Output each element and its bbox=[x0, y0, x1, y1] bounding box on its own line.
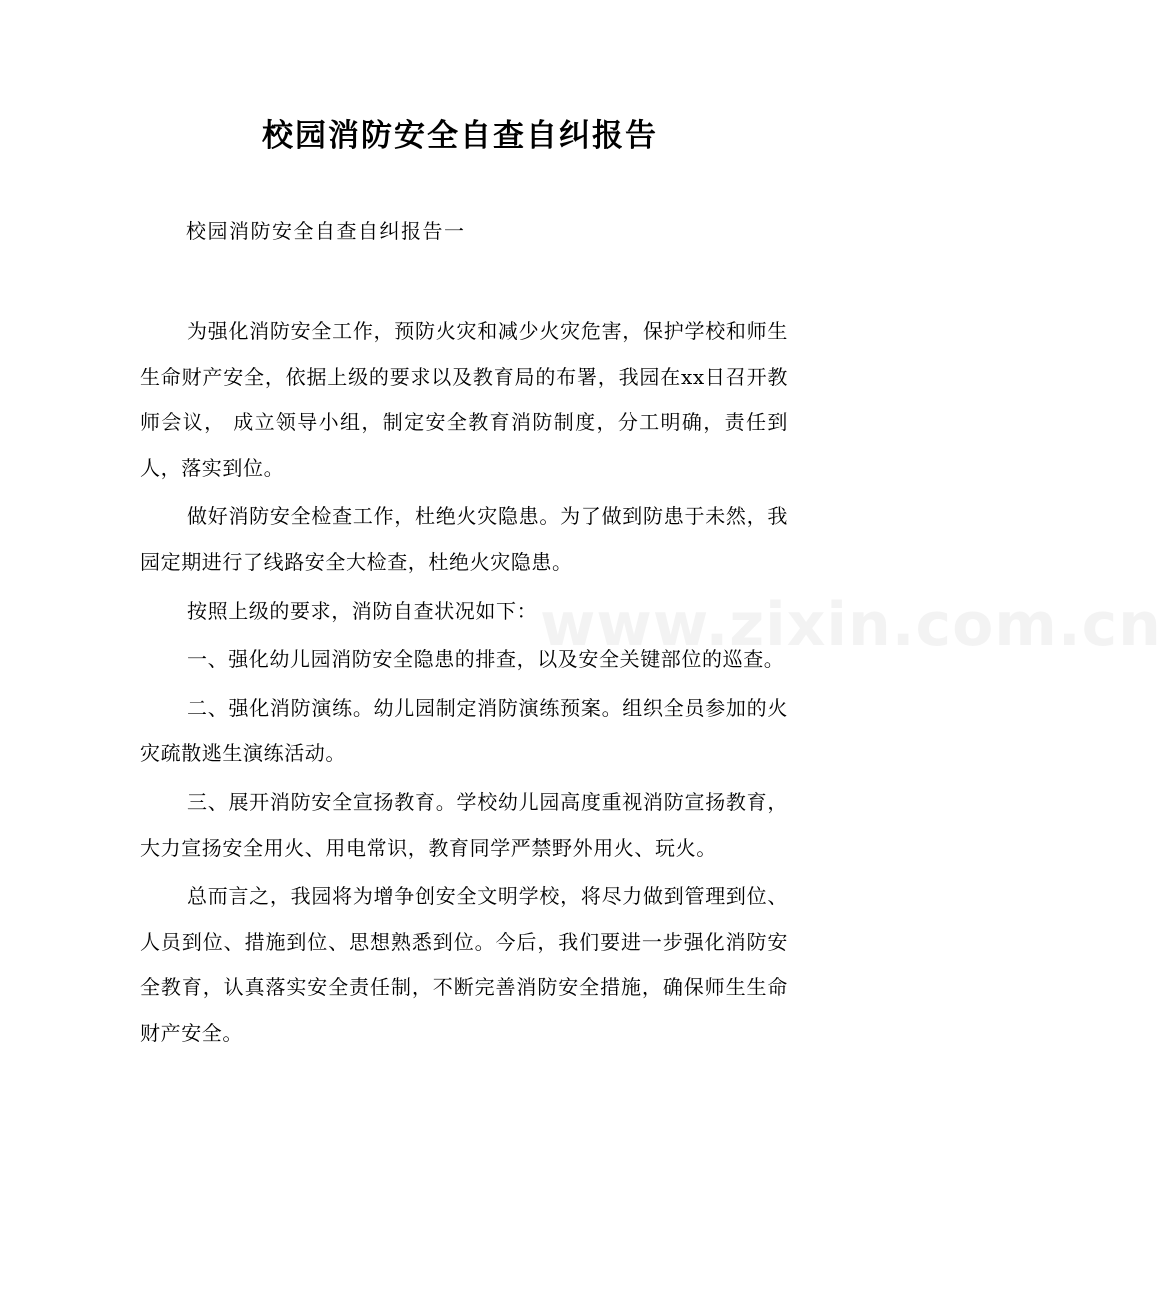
paragraph-status-intro: 按照上级的要求，消防自查状况如下： bbox=[187, 598, 538, 623]
paragraph-item-2: 二、强化消防演练。幼儿园制定消防演练预案。组织全员参加的火灾疏散逃生演练活动。 bbox=[140, 695, 788, 766]
document-body bbox=[140, 309, 788, 1060]
paragraph-inspection: 做好消防安全检查工作，杜绝火灾隐患。为了做到防患于未然，我园定期进行了线路安全大检查，杜绝火灾隐患。 bbox=[140, 504, 788, 574]
document-subtitle: 校园消防安全自查自纠报告一 bbox=[186, 219, 466, 243]
paragraph-item-3: 三、展开消防安全宣扬教育。学校幼儿园高度重视消防宣扬教育，大力宣扬安全用火、用电常识，教育同学严禁野外用火、玩火。 bbox=[140, 789, 788, 860]
paragraph-intro: 为强化消防安全工作，预防火灾和减少火灾危害，保护学校和师生生命财产安全，依据上级的要求以及教育局的布署，我园在xx日召开教师会议， 成立领导小组，制定安全教育消防制度，分工明确，责任到人，落实到位。 bbox=[140, 319, 788, 480]
paragraph-item-1: 一、强化幼儿园消防安全隐患的排查，以及安全关键部位的巡查。 bbox=[187, 647, 785, 672]
watermark: www.zixin.com.cn bbox=[540, 590, 1162, 660]
paragraph-conclusion: 总而言之，我园将为增争创安全文明学校，将尽力做到管理到位、人员到位、措施到位、思想熟悉到位。今后，我们要进一步强化消防安全教育，认真落实安全责任制，不断完善消防安全措施，确保师生生命财产安全。 bbox=[140, 884, 788, 1045]
document-title: 校园消防安全自查自纠报告 bbox=[262, 118, 658, 154]
